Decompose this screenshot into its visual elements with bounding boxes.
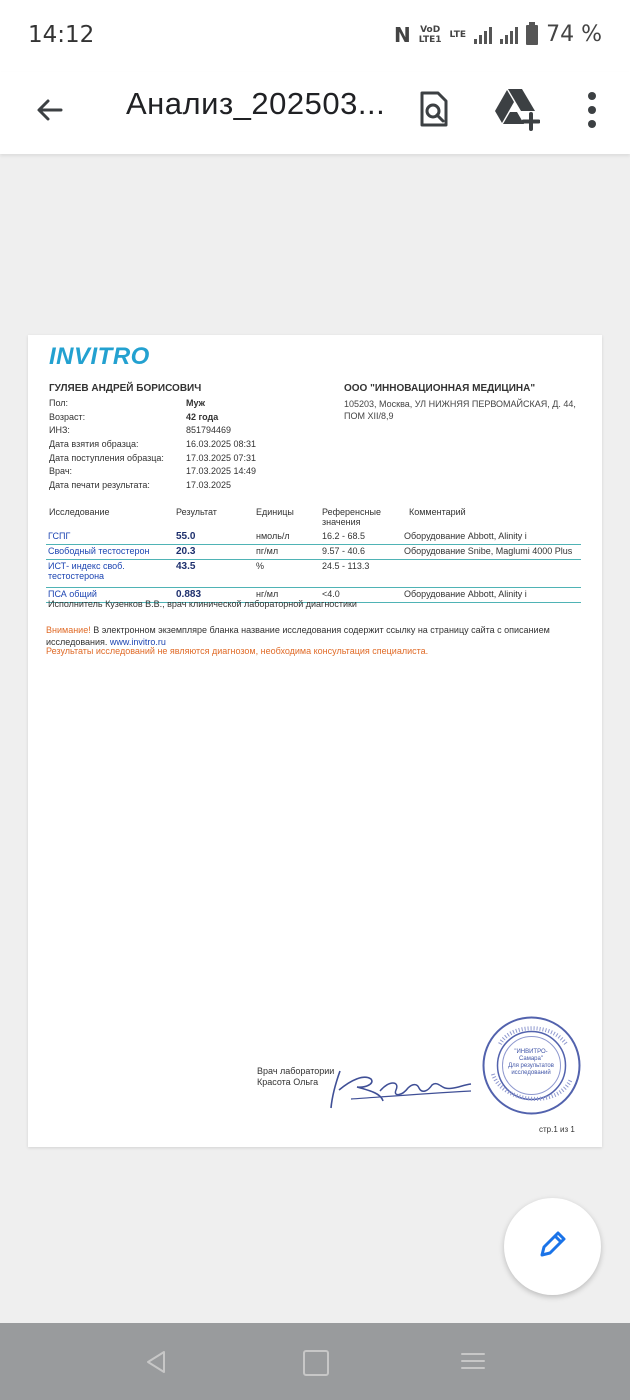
patient-info	[49, 398, 299, 494]
reference-range: 24.5 - 113.3	[322, 561, 370, 571]
status-time: 14:12	[28, 22, 95, 48]
status-icons	[394, 22, 602, 47]
organization-address: 105203, Москва, УЛ НИЖНЯЯ ПЕРВОМАЙСКАЯ, Д. 44, ПОМ XII/8,9	[344, 399, 576, 421]
units: нг/мл	[256, 589, 279, 599]
battery-percent: 74 %	[546, 22, 602, 47]
result-value: 0.883	[176, 589, 202, 600]
drive-add-icon	[492, 85, 540, 131]
info-row: Дата взятия образца: 16.03.2025 08:31	[49, 439, 257, 450]
page-number: стр.1 из 1	[539, 1125, 575, 1134]
app-bar	[0, 72, 630, 154]
stamp-text: "ИНВИТРО- Самара" Для результатов исследований	[508, 1049, 554, 1076]
executor-line: Исполнитель Кузенков В.В., врач клинической лабораторной диагностики	[48, 599, 357, 609]
notice-text	[46, 624, 586, 648]
organization-name: ООО "ИННОВАЦИОННАЯ МЕДИЦИНА"	[344, 383, 536, 394]
signal-area	[394, 23, 538, 47]
status-bar	[0, 0, 630, 72]
comment: Оборудование Abbott, Alinity i	[404, 589, 527, 599]
info-row: Дата печати результата: 17.03.2025	[49, 480, 232, 491]
header-reference: Референсные значения	[322, 507, 381, 527]
signal-bars-icon	[500, 26, 518, 44]
comment: Оборудование Abbott, Alinity i	[404, 531, 527, 541]
arrow-left-icon	[30, 89, 72, 131]
reference-range: 16.2 - 68.5	[322, 531, 366, 541]
result-row	[46, 560, 581, 588]
header-result: Результат	[176, 507, 217, 517]
info-row: Пол: Муж	[49, 398, 205, 408]
units: нмоль/л	[256, 531, 290, 541]
recents-lines-icon[interactable]	[460, 1351, 486, 1371]
notice-warning: Внимание!	[46, 625, 91, 635]
invitro-logo: INVITRO	[49, 343, 150, 370]
lte-label: LTE	[449, 29, 467, 40]
info-row: Дата поступления образца: 17.03.2025 07:31	[49, 452, 257, 463]
header-test: Исследование	[49, 507, 110, 517]
edit-button[interactable]	[504, 1198, 601, 1295]
disclaimer: Результаты исследований не являются диагнозом, необходима консультация специалиста.	[46, 646, 429, 656]
notice-body: В электронном экземпляре бланка название исследования содержит ссылку на страницу сайта с описанием исследования.	[46, 625, 550, 647]
results-table	[46, 530, 581, 603]
header-units: Единицы	[256, 507, 294, 517]
test-link[interactable]: Свободный тестостерон	[48, 546, 150, 556]
battery-icon	[526, 25, 538, 45]
header-comment: Комментарий	[409, 507, 466, 517]
back-triangle-icon[interactable]	[144, 1349, 170, 1375]
result-row	[46, 545, 581, 560]
test-link[interactable]: ГСПГ	[48, 531, 71, 541]
signature-image	[326, 1063, 476, 1111]
result-value: 20.3	[176, 546, 196, 557]
add-to-drive-button[interactable]	[492, 85, 540, 131]
more-options-button[interactable]	[574, 86, 610, 134]
patient-name: ГУЛЯЕВ АНДРЕЙ БОРИСОВИЧ	[49, 383, 202, 394]
pdf-page[interactable]	[28, 335, 602, 1147]
nfc-icon: N	[394, 22, 411, 47]
doctor-name: Красота Ольга	[257, 1077, 319, 1087]
home-square-icon[interactable]	[303, 1350, 329, 1376]
units: %	[256, 561, 265, 571]
invitro-link[interactable]: www.invitro.ru	[109, 637, 166, 647]
reference-range: <4.0	[322, 589, 340, 599]
info-row: Врач: 17.03.2025 14:49	[49, 466, 257, 477]
result-value: 43.5	[176, 561, 196, 572]
test-link[interactable]: ПСА общий	[48, 589, 97, 599]
result-value: 55.0	[176, 531, 196, 542]
comment: Оборудование Snibe, Maglumi 4000 Plus	[404, 546, 573, 556]
document-search-icon	[412, 87, 456, 131]
stamp-image	[480, 1014, 583, 1117]
back-button[interactable]	[30, 89, 72, 131]
reference-range: 9.57 - 40.6	[322, 546, 366, 556]
info-row: Возраст: 42 года	[49, 411, 219, 422]
volte-icon: VoD LTE1	[418, 24, 442, 45]
doctor-role: Врач лаборатории	[257, 1066, 335, 1076]
system-navigation-bar	[0, 1323, 630, 1400]
units: пг/мл	[256, 546, 279, 556]
more-vert-icon	[574, 86, 610, 134]
pencil-icon	[535, 1228, 569, 1262]
result-row	[46, 530, 581, 545]
search-document-button[interactable]	[412, 87, 456, 131]
signal-bars-icon	[474, 26, 492, 44]
test-link[interactable]: ИСТ- индекс своб. тестостерона	[48, 561, 125, 581]
document-title: Анализ_202503...	[126, 86, 386, 121]
info-row: ИНЗ: 851794469	[49, 425, 232, 436]
